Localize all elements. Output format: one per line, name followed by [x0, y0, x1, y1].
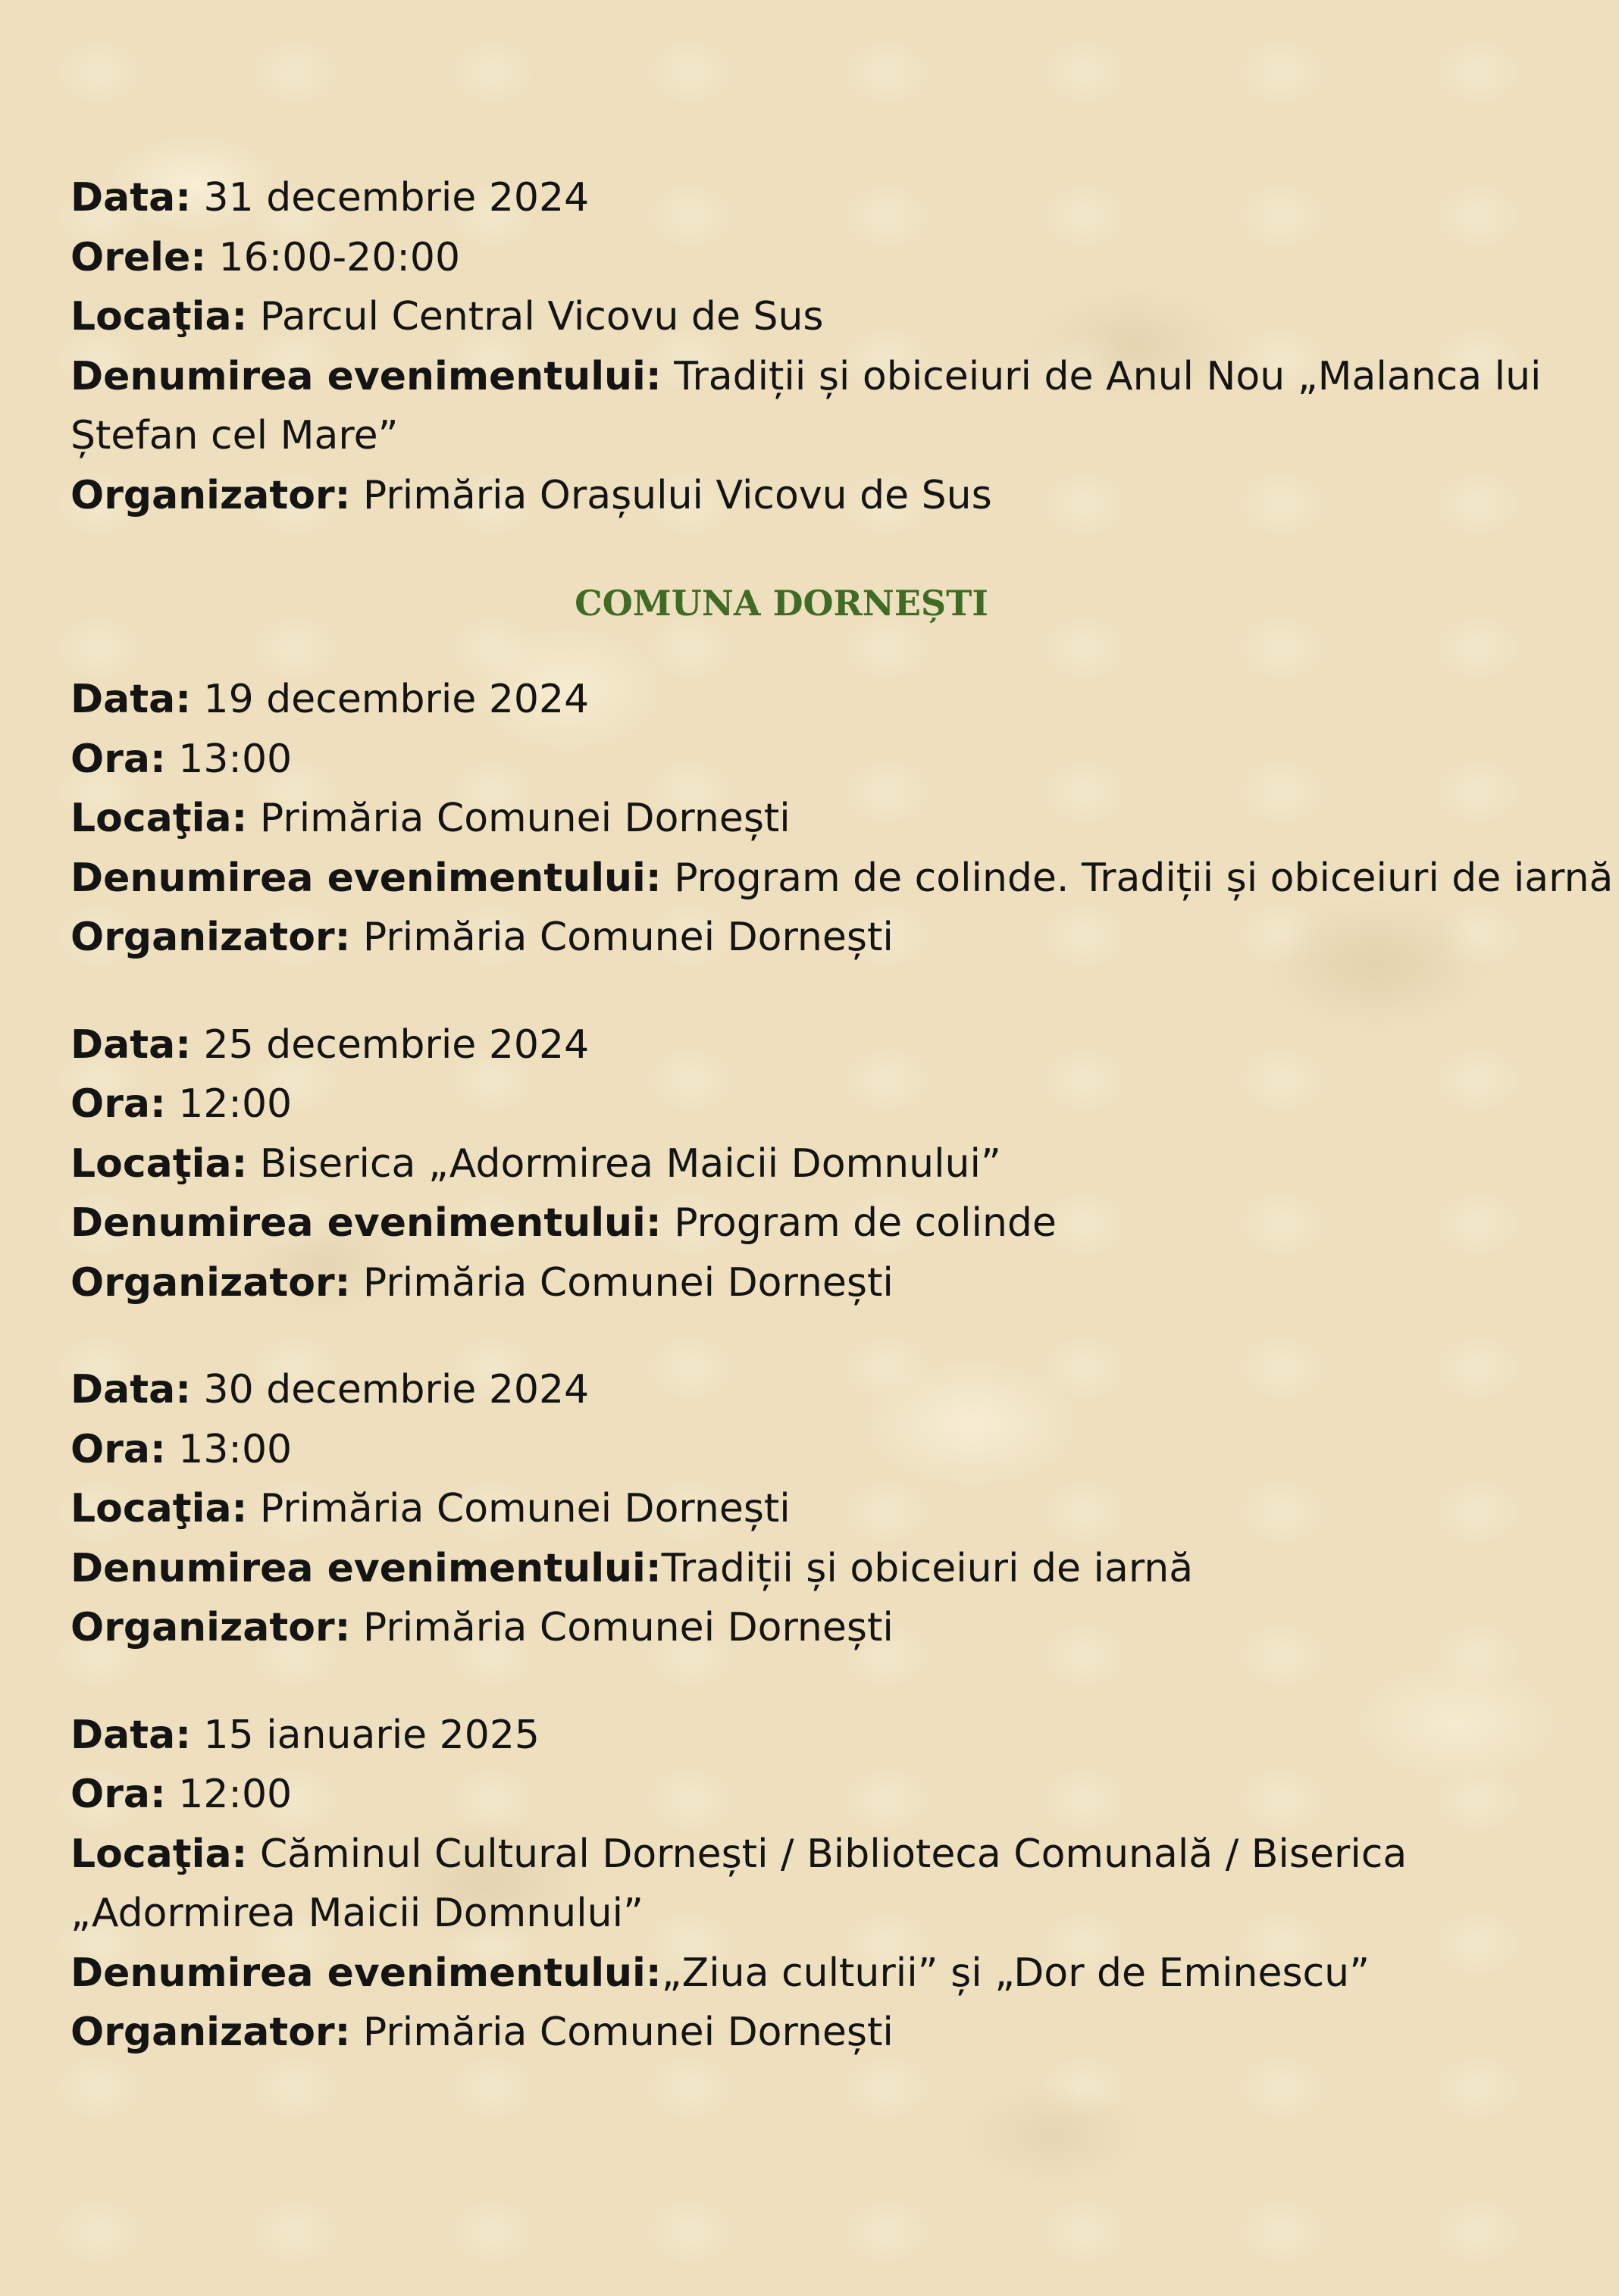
event-organizer-line: [70, 466, 1579, 526]
event-organizer: Primăria Comunei Dornești: [362, 1259, 894, 1306]
event-name-line: [70, 1193, 1579, 1253]
event-location: Primăria Comunei Dornești: [259, 796, 791, 841]
event-time: 12:00: [178, 1081, 293, 1127]
event-date: 30 decembrie 2024: [203, 1367, 590, 1412]
organizer-label: Organizator:: [70, 1605, 351, 1650]
date-label: Data:: [70, 677, 191, 722]
event-time-line: [70, 1420, 1579, 1480]
event-name-label: Denumirea evenimentului:: [70, 353, 662, 399]
event-name: „Ziua culturii” și „Dor de Eminescu”: [661, 1950, 1370, 1996]
date-label: Data:: [70, 1712, 191, 1758]
event-name-label: Denumirea evenimentului:: [70, 1950, 662, 1996]
event-block: [70, 670, 1614, 968]
event-time-line: [70, 730, 1579, 790]
event-time-line: [70, 1765, 1579, 1825]
section-heading: COMUNA DORNEȘTI: [575, 583, 988, 624]
event-date-line: [70, 670, 1579, 730]
event-date-line: [70, 1015, 1579, 1075]
event-date-line: [70, 1360, 1579, 1420]
event-location-line: [70, 1479, 1579, 1539]
event-organizer: Primăria Comunei Dornești: [362, 2010, 894, 2055]
event-location-line: [70, 1825, 1579, 1885]
event-name: Tradiții și obiceiuri de iarnă: [661, 1545, 1194, 1591]
event-name: Tradiții și obiceiuri de Anul Nou „Malanca lui: [674, 353, 1542, 399]
event-location-line: [70, 789, 1579, 849]
location-label: Locaţia:: [70, 1140, 248, 1187]
organizer-label: Organizator:: [70, 915, 351, 960]
organizer-label: Organizator:: [70, 1259, 351, 1306]
date-label: Data:: [70, 1021, 191, 1068]
event-block: [70, 1015, 1579, 1313]
event-organizer-line: [70, 908, 1579, 968]
organizer-label: Organizator:: [70, 472, 351, 518]
event-time: 12:00: [178, 1772, 293, 1817]
time-label: Ora:: [70, 1081, 166, 1127]
event-date-line: [70, 168, 1579, 228]
event-time-line: [70, 1074, 1579, 1134]
event-organizer: Primăria Comunei Dornești: [362, 915, 894, 960]
event-time-line: [70, 228, 1579, 288]
event-location: Biserica „Adormirea Maicii Domnului”: [259, 1140, 1001, 1187]
event-date: 31 decembrie 2024: [203, 175, 590, 221]
event-time: 16:00-20:00: [218, 234, 461, 280]
event-organizer-line: [70, 1253, 1579, 1313]
event-location-line: [70, 287, 1579, 347]
event-block: [70, 168, 1579, 525]
event-organizer: Primăria Orașului Vicovu de Sus: [362, 472, 992, 518]
location-label: Locaţia:: [70, 1486, 248, 1531]
event-organizer-line: [70, 2003, 1579, 2063]
time-label: Ora:: [70, 736, 166, 782]
event-name-continuation: Ștefan cel Mare”: [70, 413, 399, 458]
hours-label: Orele:: [70, 234, 207, 280]
document-page: [70, 168, 1614, 2110]
time-label: Ora:: [70, 1426, 166, 1472]
event-location: Primăria Comunei Dornești: [259, 1486, 791, 1531]
event-name-line: [70, 1944, 1579, 2004]
event-time: 13:00: [178, 736, 293, 782]
event-block: [70, 1706, 1579, 2063]
event-name: Program de colinde. Tradiții și obiceiuri de iarnă: [674, 855, 1614, 901]
event-organizer: Primăria Comunei Dornești: [362, 1605, 894, 1650]
event-name-label: Denumirea evenimentului:: [70, 1545, 662, 1591]
event-location: Căminul Cultural Dornești / Biblioteca Comunală / Biserica: [259, 1831, 1408, 1877]
event-name: Program de colinde: [674, 1200, 1057, 1246]
event-name-line: [70, 347, 1579, 407]
event-date: 25 decembrie 2024: [203, 1021, 590, 1068]
event-organizer-line: [70, 1598, 1579, 1658]
event-date: 15 ianuarie 2025: [203, 1712, 540, 1758]
time-label: Ora:: [70, 1772, 166, 1817]
event-block: [70, 1360, 1579, 1658]
event-name-label: Denumirea evenimentului:: [70, 855, 662, 901]
event-location-continuation: „Adormirea Maicii Domnului”: [70, 1891, 644, 1936]
organizer-label: Organizator:: [70, 2010, 351, 2055]
event-date: 19 decembrie 2024: [203, 677, 590, 722]
location-label: Locaţia:: [70, 796, 248, 841]
event-name-line: [70, 1539, 1579, 1599]
location-label: Locaţia:: [70, 1831, 248, 1877]
event-name-label: Denumirea evenimentului:: [70, 1200, 662, 1246]
event-name-line: [70, 849, 1614, 909]
event-date-line: [70, 1706, 1579, 1766]
date-label: Data:: [70, 175, 191, 221]
location-label: Locaţia:: [70, 294, 248, 339]
event-location: Parcul Central Vicovu de Sus: [259, 294, 824, 339]
event-location-line: [70, 1134, 1579, 1194]
event-time: 13:00: [178, 1426, 293, 1472]
date-label: Data:: [70, 1367, 191, 1412]
